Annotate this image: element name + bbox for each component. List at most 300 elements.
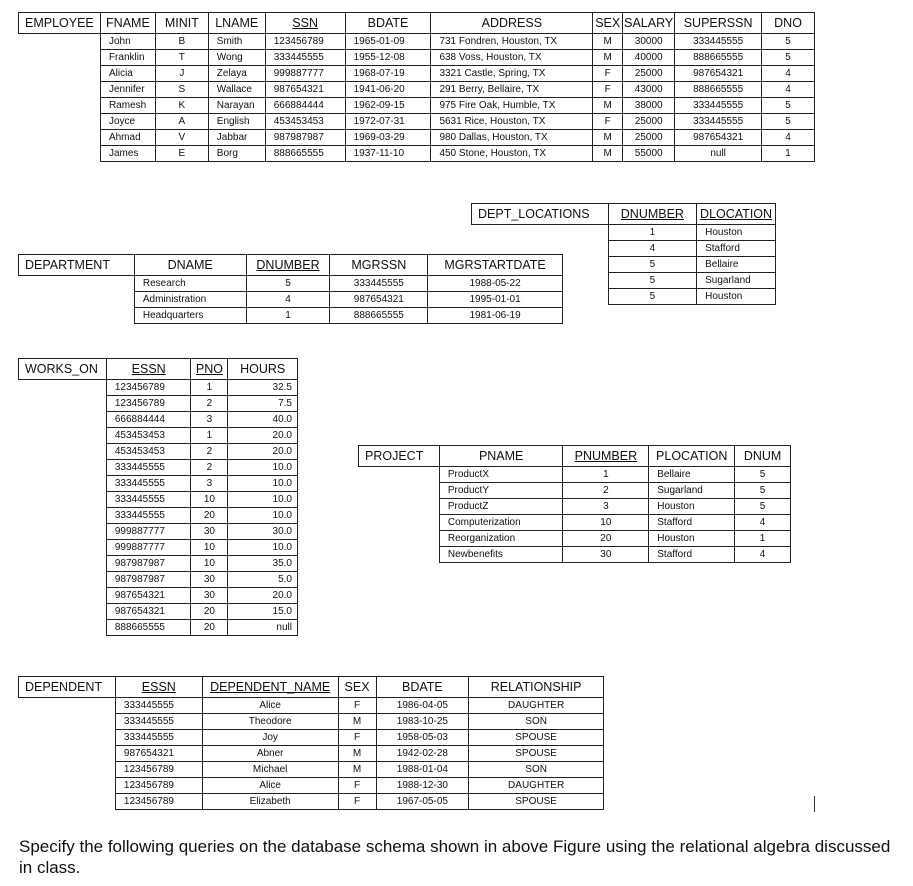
row-spacer (19, 130, 101, 146)
table-cell: 35.0 (228, 556, 298, 572)
table-cell: 1967-05-05 (376, 794, 469, 810)
table-row (19, 476, 298, 492)
table-cell: Computerization (439, 515, 563, 531)
table-row (19, 444, 298, 460)
table-cell: 1 (191, 380, 228, 396)
column-header: PNAME (439, 446, 563, 467)
table-cell: 999887777 (106, 524, 191, 540)
table-cell: 20.0 (228, 444, 298, 460)
table-cell: James (100, 146, 155, 162)
table-cell: T (155, 50, 208, 66)
table-row (19, 292, 563, 308)
table-name-label: DEPT_LOCATIONS (472, 204, 609, 225)
table-cell: Smith (208, 34, 265, 50)
table-cell: 333445555 (115, 730, 202, 746)
column-header: SEX (338, 677, 376, 698)
table-cell: 999887777 (265, 66, 345, 82)
row-spacer (19, 778, 116, 794)
table-cell: Joy (202, 730, 338, 746)
table-cell: 3 (563, 499, 649, 515)
column-header-primary-key: DNUMBER (608, 204, 696, 225)
table-row (19, 762, 604, 778)
table-name-label: DEPARTMENT (19, 255, 135, 276)
table-cell: Alicia (100, 66, 155, 82)
table-cell: 333445555 (265, 50, 345, 66)
row-spacer (19, 620, 107, 636)
table-row (359, 531, 791, 547)
column-header-primary-key: ESSN (106, 359, 191, 380)
table-cell: 3 (191, 476, 228, 492)
table-cell: 4 (608, 241, 696, 257)
table-cell: DAUGHTER (469, 698, 604, 714)
table-cell: 5631 Rice, Houston, TX (431, 114, 593, 130)
column-header-primary-key: DEPENDENT_NAME (202, 677, 338, 698)
row-spacer (19, 412, 107, 428)
table-row (19, 98, 815, 114)
table-cell: 333445555 (106, 492, 191, 508)
table-cell: 1942-02-28 (376, 746, 469, 762)
table-cell: 123456789 (115, 778, 202, 794)
table-cell: 5.0 (228, 572, 298, 588)
row-spacer (19, 540, 107, 556)
row-spacer (19, 82, 101, 98)
table-cell: 5 (735, 499, 791, 515)
table-cell: 43000 (623, 82, 675, 98)
dependent-table (18, 676, 604, 810)
table-cell: 1988-05-22 (428, 276, 563, 292)
table-cell: E (155, 146, 208, 162)
table-row (19, 508, 298, 524)
table-cell: 1995-01-01 (428, 292, 563, 308)
table-cell: ProductZ (439, 499, 563, 515)
table-row (19, 308, 563, 324)
column-header: PLOCATION (649, 446, 735, 467)
table-cell: 999887777 (106, 540, 191, 556)
table-cell: Newbenefits (439, 547, 563, 563)
column-header: DNUM (735, 446, 791, 467)
table-cell: 10.0 (228, 476, 298, 492)
table-row (19, 130, 815, 146)
table-row (359, 483, 791, 499)
table-cell: Theodore (202, 714, 338, 730)
table-cell: 25000 (623, 114, 675, 130)
column-header-primary-key: DLOCATION (697, 204, 776, 225)
table-cell: 5 (735, 483, 791, 499)
table-cell: 888665555 (675, 82, 762, 98)
table-cell: Stafford (649, 515, 735, 531)
question-text: Specify the following queries on the database schema shown in above Figure using the relational algebra discussed in class. (19, 837, 891, 877)
table-cell: Sugarland (649, 483, 735, 499)
table-cell: 333445555 (675, 114, 762, 130)
row-spacer (19, 50, 101, 66)
table-cell: M (593, 34, 623, 50)
column-header-primary-key: ESSN (115, 677, 202, 698)
row-spacer (359, 531, 440, 547)
table-cell: 333445555 (106, 460, 191, 476)
row-spacer (359, 547, 440, 563)
row-spacer (19, 524, 107, 540)
table-cell: 4 (735, 547, 791, 563)
table-cell: 40.0 (228, 412, 298, 428)
row-spacer (19, 380, 107, 396)
table-cell: John (100, 34, 155, 50)
table-cell: null (228, 620, 298, 636)
table-cell: Narayan (208, 98, 265, 114)
table-row (19, 698, 604, 714)
table-name-label: DEPENDENT (19, 677, 116, 698)
table-cell: 987654321 (675, 66, 762, 82)
table-cell: M (338, 762, 376, 778)
row-spacer (19, 556, 107, 572)
table-cell: Elizabeth (202, 794, 338, 810)
table-cell: 5 (762, 50, 815, 66)
table-cell: 20 (191, 508, 228, 524)
column-header: SEX (593, 13, 623, 34)
table-cell: 10.0 (228, 492, 298, 508)
row-spacer (19, 428, 107, 444)
table-cell: V (155, 130, 208, 146)
table-cell: 25000 (623, 130, 675, 146)
table-cell: Stafford (697, 241, 776, 257)
table-cell: 1941-06-20 (345, 82, 431, 98)
table-cell: 333445555 (675, 98, 762, 114)
table-cell: DAUGHTER (469, 778, 604, 794)
table-cell: Research (134, 276, 246, 292)
table-row (19, 556, 298, 572)
table-cell: 987654321 (675, 130, 762, 146)
table-cell: 1968-07-19 (345, 66, 431, 82)
table-cell: 30 (563, 547, 649, 563)
row-spacer (19, 292, 135, 308)
table-cell: 5 (608, 273, 696, 289)
table-row (19, 50, 815, 66)
table-cell: Jabbar (208, 130, 265, 146)
table-name-label: WORKS_ON (19, 359, 107, 380)
table-cell: F (338, 698, 376, 714)
table-cell: F (593, 82, 623, 98)
table-cell: 1 (608, 225, 696, 241)
table-cell: 638 Voss, Houston, TX (431, 50, 593, 66)
table-name-label: PROJECT (359, 446, 440, 467)
table-row (19, 460, 298, 476)
table-cell: 25000 (623, 66, 675, 82)
table-cell: J (155, 66, 208, 82)
row-spacer (19, 714, 116, 730)
table-cell: SPOUSE (469, 746, 604, 762)
column-header: MGRSTARTDATE (428, 255, 563, 276)
table-cell: Houston (649, 499, 735, 515)
table-cell: F (593, 66, 623, 82)
table-row (359, 499, 791, 515)
table-cell: 10 (191, 556, 228, 572)
table-row (19, 396, 298, 412)
table-cell: ProductY (439, 483, 563, 499)
row-spacer (19, 114, 101, 130)
table-row (19, 588, 298, 604)
table-cell: 888665555 (675, 50, 762, 66)
column-header: BDATE (376, 677, 469, 698)
table-row (19, 604, 298, 620)
table-cell: 888665555 (265, 146, 345, 162)
table-cell: 333445555 (330, 276, 428, 292)
table-cell: 987654321 (106, 604, 191, 620)
table-cell: 333445555 (115, 698, 202, 714)
table-row (472, 225, 776, 241)
table-cell: 4 (762, 66, 815, 82)
table-cell: 666884444 (106, 412, 191, 428)
table-cell: Houston (697, 289, 776, 305)
table-cell: 4 (762, 82, 815, 98)
table-cell: Zelaya (208, 66, 265, 82)
table-row (19, 620, 298, 636)
table-cell: 987654321 (106, 588, 191, 604)
table-cell: 1988-01-04 (376, 762, 469, 778)
column-header-primary-key: SSN (265, 13, 345, 34)
row-spacer (19, 698, 116, 714)
table-cell: 987654321 (115, 746, 202, 762)
table-cell: Joyce (100, 114, 155, 130)
table-cell: 123456789 (265, 34, 345, 50)
table-cell: Stafford (649, 547, 735, 563)
table-cell: 1969-03-29 (345, 130, 431, 146)
table-cell: 453453453 (106, 444, 191, 460)
column-header: LNAME (208, 13, 265, 34)
column-header: ADDRESS (431, 13, 593, 34)
table-cell: 450 Stone, Houston, TX (431, 146, 593, 162)
table-cell: 10.0 (228, 508, 298, 524)
table-cell: 980 Dallas, Houston, TX (431, 130, 593, 146)
table-cell: 10.0 (228, 540, 298, 556)
table-cell: Bellaire (649, 467, 735, 483)
table-cell: 987654321 (330, 292, 428, 308)
column-header-primary-key: PNUMBER (563, 446, 649, 467)
table-row (19, 146, 815, 162)
row-spacer (19, 34, 101, 50)
table-cell: 5 (608, 289, 696, 305)
table-cell: 5 (762, 34, 815, 50)
table-row (19, 114, 815, 130)
table-row (19, 82, 815, 98)
row-spacer (19, 98, 101, 114)
row-spacer (19, 66, 101, 82)
table-cell: Headquarters (134, 308, 246, 324)
table-cell: 15.0 (228, 604, 298, 620)
table-cell: null (675, 146, 762, 162)
table-cell: 333445555 (675, 34, 762, 50)
table-cell: Houston (649, 531, 735, 547)
department-table (18, 254, 563, 324)
table-row (19, 730, 604, 746)
row-spacer (19, 396, 107, 412)
table-cell: 5 (762, 114, 815, 130)
table-cell: 2 (191, 444, 228, 460)
table-cell: 1 (191, 428, 228, 444)
table-cell: 4 (762, 130, 815, 146)
table-cell: 123456789 (106, 396, 191, 412)
table-cell: M (593, 50, 623, 66)
table-cell: 888665555 (330, 308, 428, 324)
row-spacer (359, 499, 440, 515)
table-cell: 40000 (623, 50, 675, 66)
table-cell: 731 Fondren, Houston, TX (431, 34, 593, 50)
table-cell: 333445555 (106, 508, 191, 524)
row-spacer (19, 444, 107, 460)
table-row (19, 380, 298, 396)
table-row (19, 492, 298, 508)
column-header: BDATE (345, 13, 431, 34)
table-cell: F (338, 794, 376, 810)
row-spacer (19, 460, 107, 476)
row-spacer (359, 515, 440, 531)
table-cell: 55000 (623, 146, 675, 162)
table-row (19, 714, 604, 730)
table-cell: 10 (191, 492, 228, 508)
table-cell: 1981-06-19 (428, 308, 563, 324)
row-spacer (359, 483, 440, 499)
table-cell: Ramesh (100, 98, 155, 114)
column-header: MINIT (155, 13, 208, 34)
table-cell: Sugarland (697, 273, 776, 289)
table-cell: 30 (191, 524, 228, 540)
column-header: RELATIONSHIP (469, 677, 604, 698)
table-row (359, 467, 791, 483)
table-cell: M (338, 714, 376, 730)
row-spacer (19, 730, 116, 746)
table-cell: 1955-12-08 (345, 50, 431, 66)
table-cell: 453453453 (106, 428, 191, 444)
table-cell: 5 (762, 98, 815, 114)
table-cell: 2 (563, 483, 649, 499)
table-cell: English (208, 114, 265, 130)
text-cursor (814, 796, 815, 812)
table-cell: M (593, 130, 623, 146)
table-cell: F (338, 778, 376, 794)
table-cell: Wallace (208, 82, 265, 98)
table-cell: F (338, 730, 376, 746)
table-cell: 333445555 (115, 714, 202, 730)
table-cell: 30000 (623, 34, 675, 50)
table-row (19, 540, 298, 556)
table-cell: 5 (246, 276, 330, 292)
table-cell: Alice (202, 778, 338, 794)
column-header: DNAME (134, 255, 246, 276)
column-header: HOURS (228, 359, 298, 380)
table-cell: 123456789 (106, 380, 191, 396)
table-row (359, 547, 791, 563)
row-spacer (19, 746, 116, 762)
table-cell: 5 (735, 467, 791, 483)
table-cell: 20 (191, 604, 228, 620)
table-row (19, 34, 815, 50)
table-cell: S (155, 82, 208, 98)
row-spacer (19, 508, 107, 524)
row-spacer (19, 588, 107, 604)
table-cell: 3321 Castle, Spring, TX (431, 66, 593, 82)
table-cell: 20 (563, 531, 649, 547)
table-cell: Borg (208, 146, 265, 162)
table-cell: Franklin (100, 50, 155, 66)
table-cell: 1 (762, 146, 815, 162)
table-cell: SPOUSE (469, 730, 604, 746)
table-cell: Wong (208, 50, 265, 66)
row-spacer (472, 225, 609, 241)
table-cell: 38000 (623, 98, 675, 114)
table-cell: M (338, 746, 376, 762)
column-header-primary-key: PNO (191, 359, 228, 380)
table-cell: 1986-04-05 (376, 698, 469, 714)
table-cell: 888665555 (106, 620, 191, 636)
table-cell: SON (469, 714, 604, 730)
table-cell: 20.0 (228, 588, 298, 604)
column-header: MGRSSN (330, 255, 428, 276)
table-cell: Jennifer (100, 82, 155, 98)
table-cell: 20.0 (228, 428, 298, 444)
table-cell: 291 Berry, Bellaire, TX (431, 82, 593, 98)
table-cell: Houston (697, 225, 776, 241)
table-cell: Abner (202, 746, 338, 762)
project-table (358, 445, 791, 563)
table-row (19, 572, 298, 588)
table-cell: Administration (134, 292, 246, 308)
table-cell: 453453453 (265, 114, 345, 130)
table-cell: 987987987 (106, 572, 191, 588)
table-cell: 32.5 (228, 380, 298, 396)
row-spacer (19, 146, 101, 162)
table-cell: Reorganization (439, 531, 563, 547)
column-header: SUPERSSN (675, 13, 762, 34)
row-spacer (19, 794, 116, 810)
table-cell: M (593, 146, 623, 162)
row-spacer (19, 762, 116, 778)
table-cell: ProductX (439, 467, 563, 483)
table-row (19, 778, 604, 794)
table-cell: 10 (563, 515, 649, 531)
column-header: SALARY (623, 13, 675, 34)
table-row (19, 794, 604, 810)
row-spacer (19, 308, 135, 324)
column-header: FNAME (100, 13, 155, 34)
row-spacer (19, 492, 107, 508)
table-cell: 5 (608, 257, 696, 273)
table-row (19, 428, 298, 444)
table-cell: Ahmad (100, 130, 155, 146)
table-cell: 123456789 (115, 794, 202, 810)
table-name-label: EMPLOYEE (19, 13, 101, 34)
table-row (19, 524, 298, 540)
employee-table (18, 12, 815, 162)
table-cell: 1 (246, 308, 330, 324)
row-spacer (19, 276, 135, 292)
table-cell: 7.5 (228, 396, 298, 412)
table-cell: 3 (191, 412, 228, 428)
table-cell: 987987987 (265, 130, 345, 146)
table-row (359, 515, 791, 531)
table-cell: 30 (191, 588, 228, 604)
table-cell: 333445555 (106, 476, 191, 492)
row-spacer (359, 467, 440, 483)
table-cell: 20 (191, 620, 228, 636)
table-cell: 1988-12-30 (376, 778, 469, 794)
table-row (19, 276, 563, 292)
table-cell: 10.0 (228, 460, 298, 476)
table-row (19, 412, 298, 428)
table-row (19, 66, 815, 82)
table-cell: SON (469, 762, 604, 778)
table-cell: 4 (246, 292, 330, 308)
table-cell: 1965-01-09 (345, 34, 431, 50)
table-cell: 30.0 (228, 524, 298, 540)
table-cell: 987987987 (106, 556, 191, 572)
